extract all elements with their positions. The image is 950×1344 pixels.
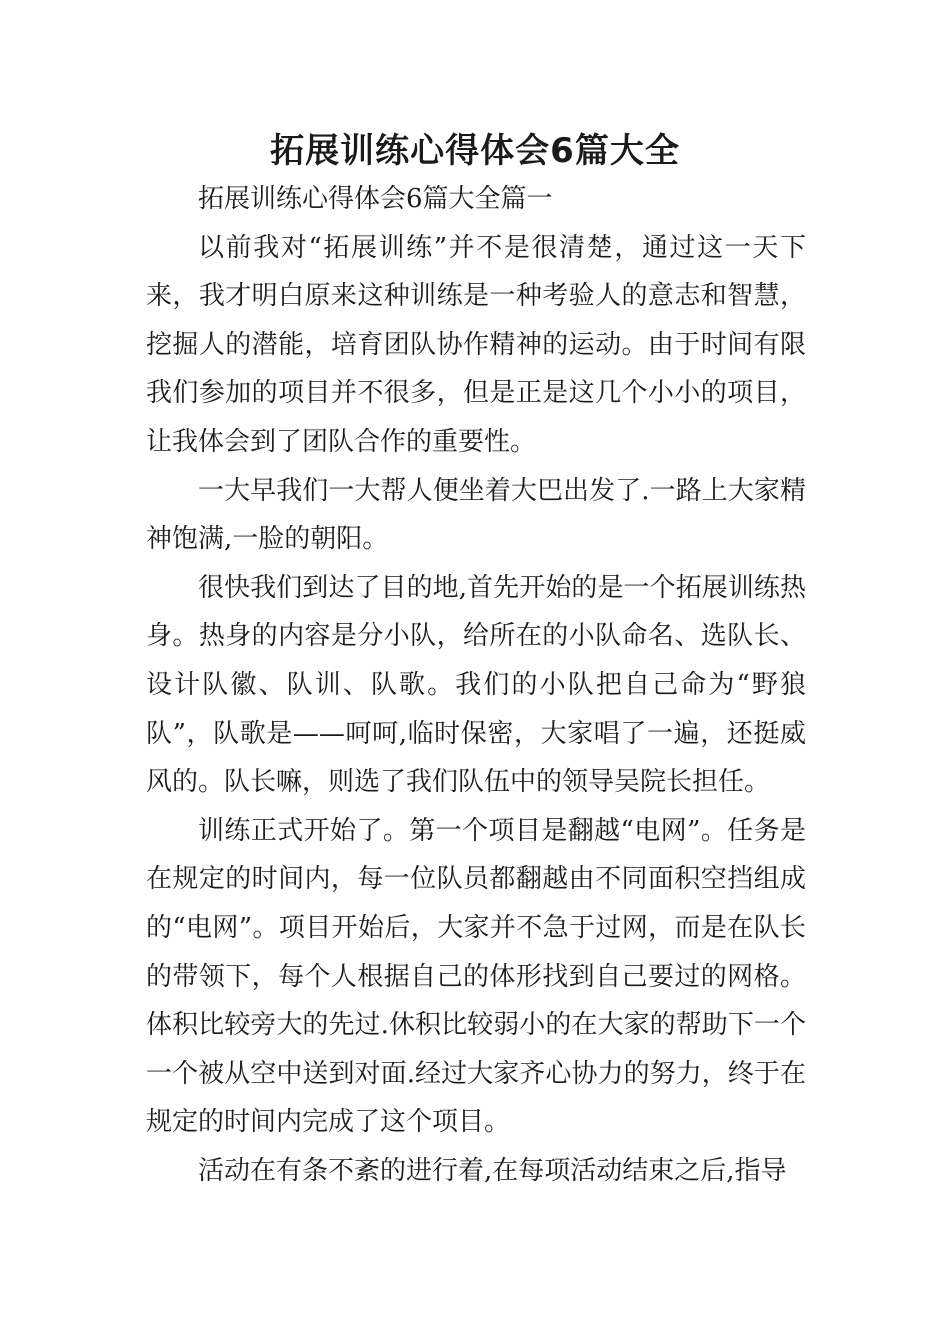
section-heading: 拓展训练心得体会6篇大全篇一 xyxy=(198,184,553,214)
document-body xyxy=(146,175,806,1195)
paragraph: 以前我对“拓展训练”并不是很清楚，通过这一天下来，我才明白原来这种训练是一种考验人的意志和智慧，挖掘人的潜能，培育团队协作精神的运动。由于时间有限我们参加的项目并不很多，但是正是这几个小小的项目，让我体会到了团队合作的重要性。 xyxy=(146,232,806,457)
paragraph: 活动在有条不紊的进行着,在每项活动结束之后,指导 xyxy=(198,1155,787,1186)
document-title: 拓展训练心得体会6篇大全 xyxy=(270,131,680,171)
paragraph: 训练正式开始了。第一个项目是翻越“电网”。任务是在规定的时间内，每一位队员都翻越由不同面积空挡组成的“电网”。项目开始后，大家并不急于过网，而是在队长的带领下，每个人根据自己的体形找到自己要过的网格。体积比较旁大的先过.休积比较弱小的在大家的帮助下一个一个被从空中送到对面.经过大家齐心协力的努力，终于在规定的时间内完成了这个项目。 xyxy=(146,815,806,1138)
paragraph: 很快我们到达了目的地,首先开始的是一个拓展训练热身。热身的内容是分小队，给所在的小队命名、选队长、设计队徽、队训、队歌。我们的小队把自己命为“野狼队”，队歌是——呵呵,临时保密，大家唱了一遍，还挺威风的。队长嘛，则选了我们队伍中的领导吴院长担任。 xyxy=(146,572,806,798)
paragraph: 一大早我们一大帮人便坐着大巴出发了.一路上大家精神饱满,一脸的朝阳。 xyxy=(146,475,806,555)
